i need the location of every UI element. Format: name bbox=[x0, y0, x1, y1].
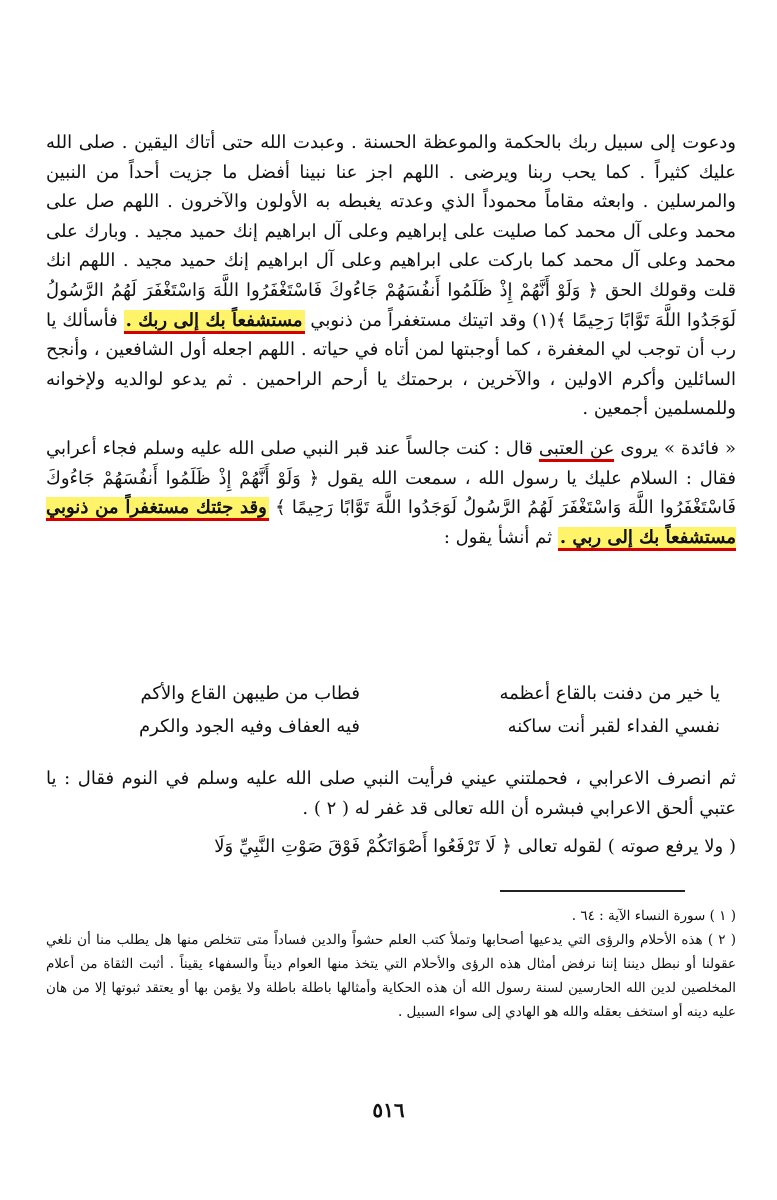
poem-verse-1 bbox=[60, 677, 720, 710]
footnote-2: ( ٢ ) هذه الأحلام والرؤى التي يدعيها أصحابها وتملأ كتب العلم حشواً والدين فساداً متى تتخلص منها هل يطلب منا أن نلغي عقولنا أو نبطل ديننا إننا نرفض أمثال هذه الرؤى والأحلام التي يتخذ منها العوام ديناً والسفهاء يقيناً . أثبت الثقاة من أعلام المخلصين لدين الله الحارسين لسنة رسول الله أن هذه الحكاية وأمثالها باطلة باطلة ولا يؤمن بها أو يعتقد ثبوتها إلا من هان عليه دينه أو استخف بعقله والله هو الهادي إلى سواء السبيل . bbox=[46, 932, 736, 1020]
verse-1-first-hemistich: يا خير من دفنت بالقاع أعظمه bbox=[499, 683, 720, 704]
paragraph-prayer bbox=[46, 128, 736, 424]
prayer-text-start: ودعوت إلى سبيل ربك بالحكمة والموعظة الحسنة . وعبدت الله حتى أتاك اليقين . صلى الله عليك كثيراً . كما يحب ربنا ويرضى . اللهم اجز عنا نبينا أفضل ما جزيت أحداً من النبين والمرسلين . وابعثه مقاماً محموداً الذي وعدته يغبطه به الأولون والآخرون . اللهم صل على محمد وعلى آل محمد كما صليت على إبراهيم وعلى آل ابراهيم إنك حميد مجيد . وبارك على محمد وعلى آل محمد كما باركت على ابراهيم وعلى آل ابراهيم إنك حميد مجيد . اللهم انك قلت وقولك الحق ﴿ وَلَوْ أَنَّهُمْ إِذْ ظَلَمُوا أَنفُسَهُمْ جَاءُوكَ فَاسْتَغْفَرُوا اللَّهَ وَاسْتَغْفَرَ لَهُمُ الرَّسُولُ لَوَجَدُوا اللَّهَ تَوَّابًا رَحِيمًا ﴾(١) وقد اتيتك مستغفراً من ذنوبي bbox=[46, 132, 736, 331]
paragraph-dream: ثم انصرف الاعرابي ، فحملتني عيني فرأيت النبي صلى الله عليه وسلم في النوم فقال : يا عتبي ألحق الاعرابي فبشره أن الله تعالى قد غفر له ( ٢ ) . bbox=[46, 768, 736, 819]
underlined-name-utbi: عن العتبى bbox=[539, 438, 614, 462]
footnote-1: ( ١ ) سورة النساء الآية : ٦٤ . bbox=[571, 908, 736, 924]
prayer-text-end: فأسألك يا رب أن توجب لي المغفرة ، كما أوجبتها لمن أتاه في حياته . اللهم اجعله أول الشافعين ، وأنجح السائلين وأكرم الاولين ، والآخرين ، برحمتك يا أرحم الراحمين . ثم يدعو لوالديه ولإخوانه وللمسلمين أجمعين . bbox=[46, 309, 736, 420]
page-number: ٥١٦ bbox=[372, 1098, 405, 1122]
poem-block bbox=[60, 677, 720, 743]
verse-1-second-hemistich: فطاب من طيبهن القاع والأكم bbox=[140, 683, 360, 704]
footnote-separator bbox=[500, 890, 685, 892]
faida-text-start: « فائدة » يروى bbox=[614, 437, 736, 459]
faida-text-middle: قال : كنت جالساً عند قبر النبي صلى الله عليه وسلم فجاء أعرابي فقال : السلام عليك يا رسول الله ، سمعت الله يقول ﴿ وَلَوْ أَنَّهُمْ إِذْ ظَلَمُوا أَنفُسَهُمْ جَاءُوكَ فَاسْتَغْفَرُوا اللَّهَ وَاسْتَغْفَرَ لَهُمُ الرَّسُولُ لَوَجَدُوا اللَّهَ تَوَّابًا رَحِيمًا ﴾ bbox=[46, 437, 736, 519]
poem-verse-2 bbox=[60, 710, 720, 743]
verse-2-second-hemistich: فيه العفاف وفيه الجود والكرم bbox=[139, 716, 360, 737]
faida-text-end: ثم أنشأ يقول : bbox=[443, 526, 558, 548]
after-poem-text bbox=[46, 764, 736, 862]
verse-2-first-hemistich: نفسي الفداء لقبر أنت ساكنه bbox=[507, 716, 720, 737]
main-text bbox=[46, 128, 736, 552]
paragraph-faida bbox=[46, 434, 736, 552]
highlighted-phrase-1: مستشفعاً بك إلى ربك . bbox=[124, 310, 305, 334]
paragraph-voice: ( ولا يرفع صوته ) لقوله تعالى ﴿ لَا تَرْفَعُوا أَصْوَاتَكُمْ فَوْقَ صَوْتِ النَّبِيِّ وَلَا bbox=[214, 836, 736, 857]
highlighted-phrase-2: وقد جئتك مستغفراً من ذنوبي مستشفعاً بك إلى ربي . bbox=[46, 497, 736, 551]
footnotes bbox=[46, 904, 736, 1024]
